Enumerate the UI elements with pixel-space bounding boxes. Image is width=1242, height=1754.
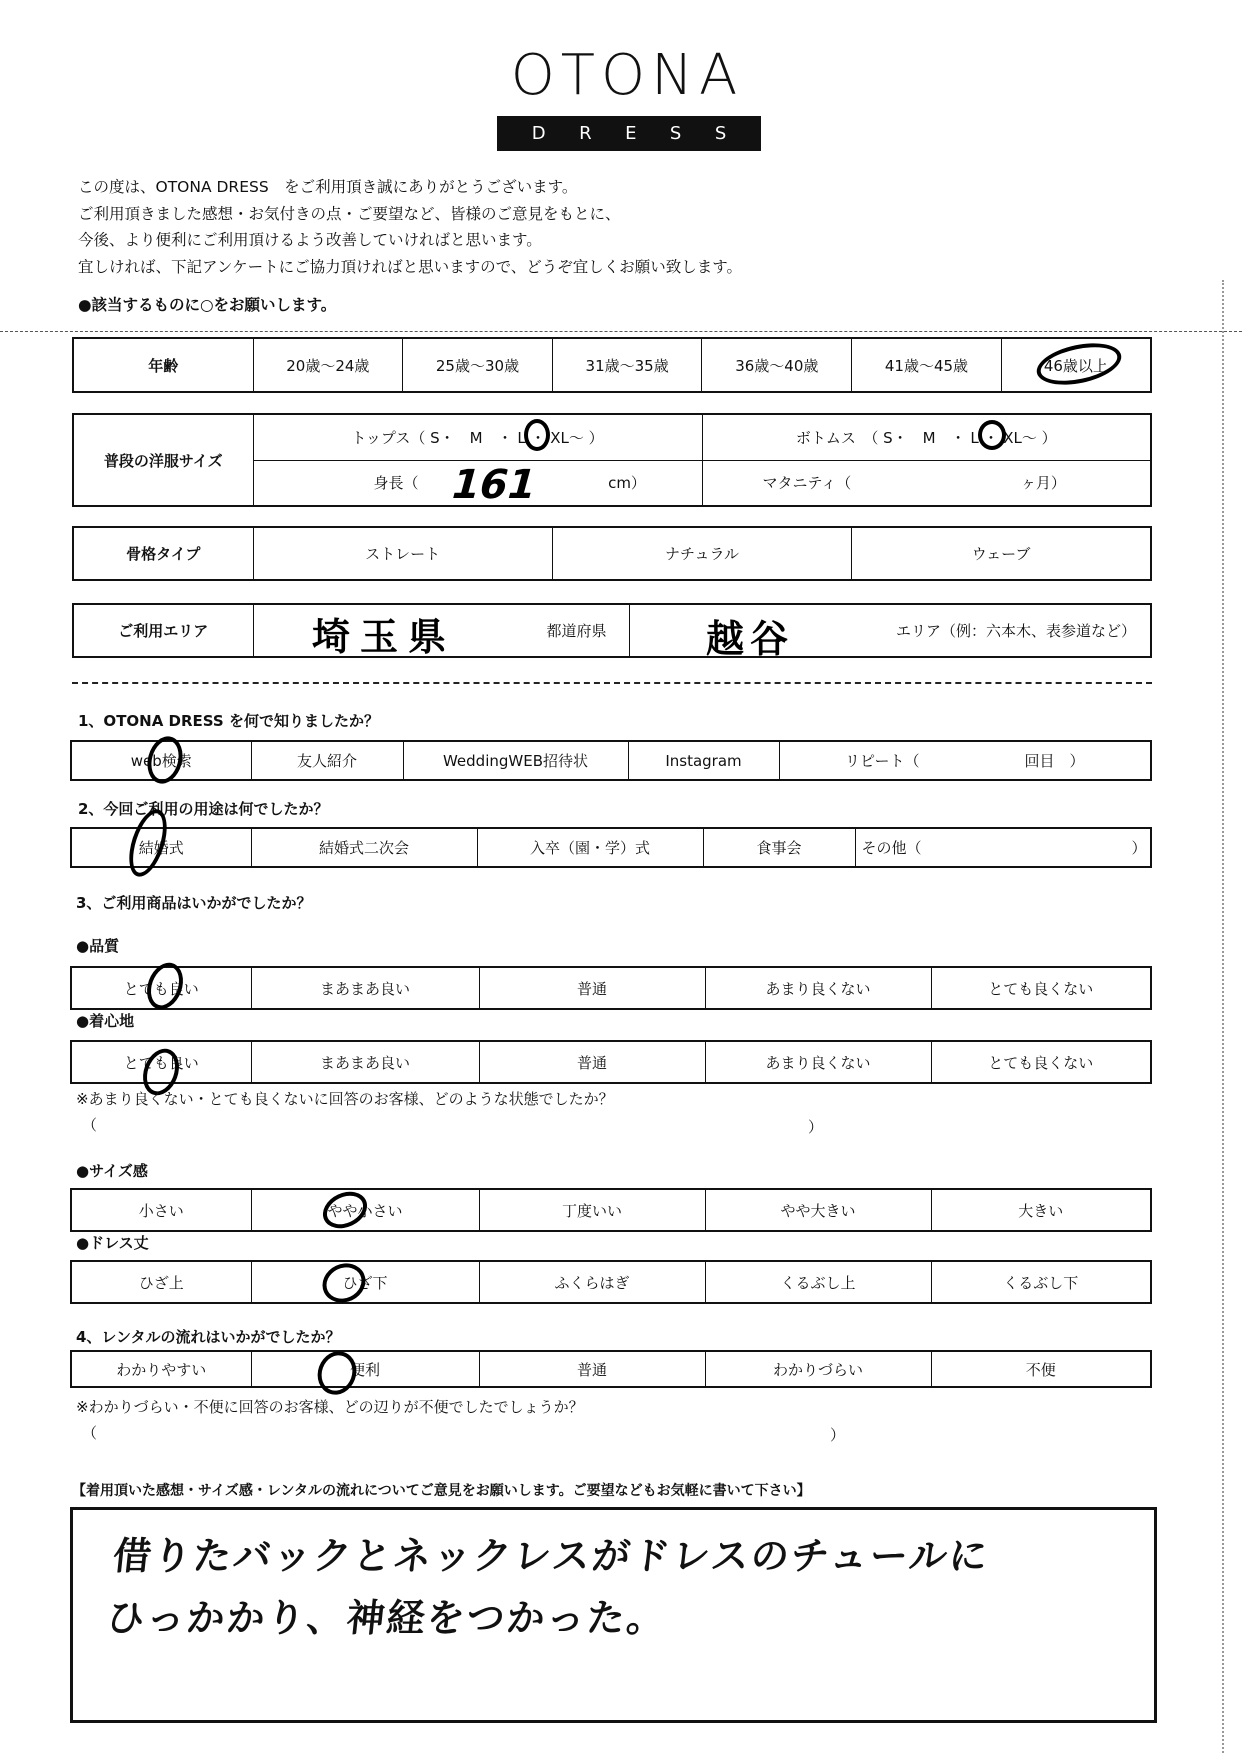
quality-options-table	[70, 966, 1152, 1010]
comfort-option-average[interactable]: 普通	[479, 1041, 705, 1083]
comfort-label: ●着心地	[76, 1012, 135, 1030]
body-type-table	[72, 526, 1152, 581]
paren-open: （	[82, 1424, 98, 1442]
q3-followup-note: ※あまり良くない・とても良くないに回答のお客様、どのような状態でしたか？	[76, 1090, 614, 1108]
age-table	[72, 337, 1152, 393]
quality-option-very-good[interactable]: とても良い	[71, 967, 251, 1009]
brand-logo-dress-bar	[497, 116, 761, 151]
logo-letter: R	[579, 123, 592, 144]
q2-options-table	[70, 827, 1152, 868]
body-type-label: 骨格タイプ	[73, 527, 253, 580]
dress-length-label: ●ドレス丈	[76, 1234, 149, 1252]
size-feel-options-table	[70, 1188, 1152, 1232]
size-feel-option-slightly-small[interactable]: やや小さい	[251, 1189, 479, 1231]
area-suffix: エリア（例：六本木、表参道など）	[895, 622, 1136, 640]
body-type-option-straight[interactable]: ストレート	[253, 527, 552, 580]
tops-size-options[interactable]: トップス（ S・ M ・ L ・ XL～ ）	[253, 414, 702, 460]
q1-options-table	[70, 740, 1152, 781]
size-feel-label: ●サイズ感	[76, 1162, 148, 1180]
brand-logo-otona: OTONA	[510, 43, 744, 108]
q2-option-ceremony[interactable]: 入卒（園・学）式	[477, 828, 703, 867]
logo-letter: D	[531, 123, 546, 144]
q4-option-average[interactable]: 普通	[479, 1351, 705, 1387]
q4-option-inconvenient[interactable]: 不便	[931, 1351, 1151, 1387]
length-option-calf[interactable]: ふくらはぎ	[479, 1261, 705, 1303]
maternity-field[interactable]	[702, 460, 1151, 506]
q4-options-table	[70, 1350, 1152, 1388]
handwritten-prefecture: 埼玉県	[312, 615, 457, 659]
question-1-title: 1、OTONA DRESS を何で知りましたか？	[78, 712, 379, 730]
handwritten-area: 越谷	[706, 617, 795, 661]
q2-option-other[interactable]: その他（ ）	[855, 828, 1151, 867]
q1-option-web-search[interactable]: web検索	[71, 741, 251, 780]
logo-letter: S	[669, 123, 682, 144]
question-4-title: 4、レンタルの流れはいかがでしたか？	[76, 1328, 341, 1346]
age-option-41-45[interactable]: 41歳～45歳	[852, 338, 1002, 392]
quality-option-fairly-good[interactable]: まあまあ良い	[251, 967, 479, 1009]
scan-edge-artifact	[1222, 280, 1228, 1754]
quality-option-very-bad[interactable]: とても良くない	[931, 967, 1151, 1009]
age-option-31-35[interactable]: 31歳～35歳	[552, 338, 702, 392]
comfort-options-table	[70, 1040, 1152, 1084]
q1-option-repeat[interactable]: リピート（ 回目 ）	[779, 741, 1151, 780]
length-option-above-knee[interactable]: ひざ上	[71, 1261, 251, 1303]
intro-text	[78, 174, 742, 280]
body-type-option-natural[interactable]: ナチュラル	[552, 527, 851, 580]
q4-followup-field[interactable]	[100, 1420, 820, 1444]
comfort-option-fairly-good[interactable]: まあまあ良い	[251, 1041, 479, 1083]
handwritten-height: 161	[445, 462, 542, 508]
q1-option-friend[interactable]: 友人紹介	[251, 741, 403, 780]
question-3-title: 3、ご利用商品はいかがでしたか？	[76, 894, 312, 912]
height-prefix: 身長（	[373, 474, 419, 493]
age-label: 年齢	[73, 338, 253, 392]
q4-option-easy[interactable]: わかりやすい	[71, 1351, 251, 1387]
body-type-option-wave[interactable]: ウェーブ	[852, 527, 1151, 580]
quality-option-average[interactable]: 普通	[479, 967, 705, 1009]
divider	[0, 331, 1242, 332]
quality-label: ●品質	[76, 937, 120, 955]
length-option-below-knee[interactable]: ひざ下	[251, 1261, 479, 1303]
size-feel-option-small[interactable]: 小さい	[71, 1189, 251, 1231]
q4-option-convenient[interactable]: 便利	[251, 1351, 479, 1387]
handwritten-comments	[103, 1525, 992, 1649]
question-2-title: 2、今回ご利用の用途は何でしたか？	[78, 800, 329, 818]
length-option-above-ankle[interactable]: くるぶし上	[705, 1261, 931, 1303]
size-feel-option-just-right[interactable]: 丁度いい	[479, 1189, 705, 1231]
height-suffix: cm）	[608, 474, 646, 493]
comfort-option-not-good[interactable]: あまり良くない	[705, 1041, 931, 1083]
comfort-option-very-good[interactable]: とても良い	[71, 1041, 251, 1083]
logo-letter: E	[625, 123, 637, 144]
bottoms-size-options[interactable]: ボトムス （ S・ M ・ L ・ XL～ ）	[702, 414, 1151, 460]
intro-line: この度は、OTONA DRESS をご利用頂き誠にありがとうございます。	[78, 178, 578, 196]
maternity-prefix: マタニティ（	[762, 474, 852, 493]
q2-option-after-party[interactable]: 結婚式二次会	[251, 828, 477, 867]
q4-followup-note: ※わかりづらい・不便に回答のお客様、どの辺りが不便でしたでしょうか？	[76, 1398, 584, 1416]
comments-title: 【着用頂いた感想・サイズ感・レンタルの流れについてご意見をお願いします。ご要望などもお気軽に書いて下さい】	[72, 1483, 811, 1499]
paren-close: ）	[830, 1426, 846, 1444]
age-option-20-24[interactable]: 20歳～24歳	[253, 338, 403, 392]
age-option-36-40[interactable]: 36歳～40歳	[702, 338, 852, 392]
q3-followup-field[interactable]	[100, 1112, 800, 1136]
area-table	[72, 603, 1152, 658]
intro-line: 今後、より便利にご利用頂けるよう改善していければと思います。	[78, 231, 542, 249]
size-table	[72, 413, 1152, 507]
q4-option-confusing[interactable]: わかりづらい	[705, 1351, 931, 1387]
length-option-below-ankle[interactable]: くるぶし下	[931, 1261, 1151, 1303]
area-label: ご利用エリア	[73, 604, 253, 657]
comment-line: 借りたバックとネックレスがドレスのチュールに	[110, 1534, 992, 1578]
q1-option-wedding-web[interactable]: WeddingWEB招待状	[403, 741, 628, 780]
paren-open: （	[82, 1116, 98, 1134]
size-label: 普段の洋服サイズ	[73, 414, 253, 506]
intro-line: ご利用頂きました感想・お気付きの点・ご要望など、皆様のご意見をもとに、	[78, 204, 621, 223]
paren-close: ）	[808, 1118, 824, 1136]
size-feel-option-large[interactable]: 大きい	[931, 1189, 1151, 1231]
intro-line: 宜しければ、下記アンケートにご協力頂ければと思いますので、どうぞ宜しくお願い致します。	[78, 257, 743, 276]
comment-line: ひっかかり、神経をつかった。	[104, 1596, 670, 1640]
q1-option-instagram[interactable]: Instagram	[628, 741, 779, 780]
dress-length-options-table	[70, 1260, 1152, 1304]
logo-letter: S	[714, 123, 727, 144]
q2-option-dinner[interactable]: 食事会	[703, 828, 855, 867]
age-option-46-plus[interactable]: 46歳以上	[1001, 338, 1151, 392]
divider	[72, 682, 1152, 684]
age-option-25-30[interactable]: 25歳～30歳	[403, 338, 553, 392]
size-feel-option-slightly-large[interactable]: やや大きい	[705, 1189, 931, 1231]
q2-option-wedding[interactable]: 結婚式	[71, 828, 251, 867]
maternity-suffix: ヶ月）	[1020, 474, 1066, 493]
quality-option-not-good[interactable]: あまり良くない	[705, 967, 931, 1009]
instruction-heading: ●該当するものに○をお願いします。	[78, 296, 337, 314]
comfort-option-very-bad[interactable]: とても良くない	[931, 1041, 1151, 1083]
prefecture-suffix: 都道府県	[546, 622, 607, 640]
